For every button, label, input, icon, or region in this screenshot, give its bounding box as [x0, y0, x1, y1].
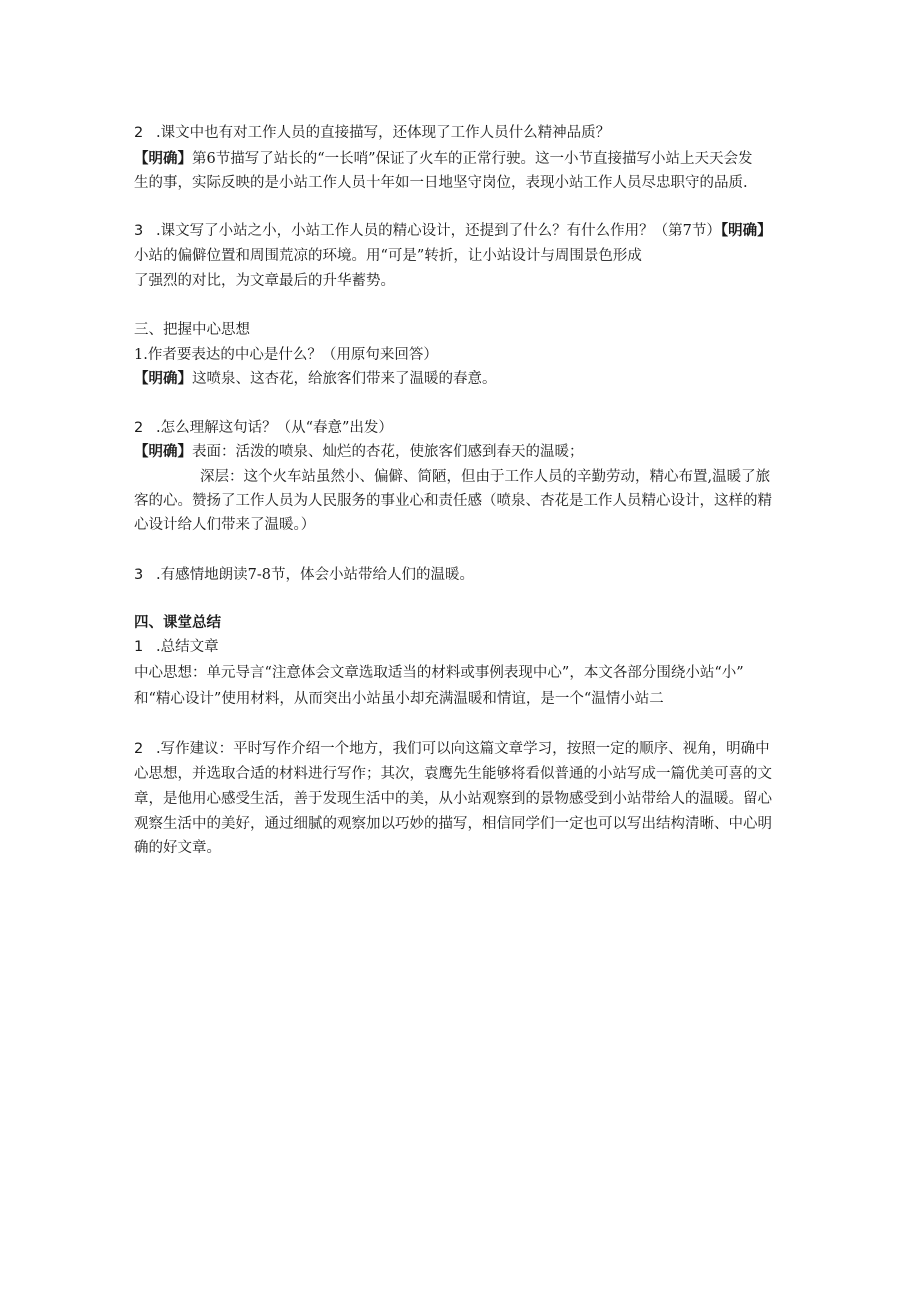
- section3-q2-deep3: 心设计给人们带来了温暖。）: [134, 517, 316, 533]
- section3-q1: 1.作者要表达的中心是什么？（用原句来回答）: [134, 347, 438, 363]
- q2-answer-label: 【明确】: [134, 151, 192, 167]
- q2-answer-line1: [134, 148, 753, 170]
- section4-item2-line5: 确的好文章。: [134, 840, 221, 856]
- section4-item1-title: .总结文章: [156, 639, 219, 655]
- section3-q3-text: .有感情地朗读7-8节，体会小站带给人们的温暖。: [156, 567, 474, 583]
- section3-q1-answer: [134, 368, 497, 390]
- section3-q3: [134, 564, 474, 586]
- section3-q2-text: .怎么理解这句话？（从“春意”出发）: [156, 420, 393, 436]
- q2-number: 2: [134, 125, 144, 141]
- q3-answer-line1: 小站的偏僻位置和周围荒凉的环境。用“可是”转折，让小站设计与周围景色形成: [134, 248, 642, 264]
- q2-question-text: .课文中也有对工作人员的直接描写，还体现了工作人员什么精神品质？: [156, 125, 611, 141]
- q3-answer-label: 【明确】: [720, 223, 772, 239]
- section3-q2-label: 【明确】: [134, 444, 192, 460]
- q2-answer-line2: 生的事，实际反映的是小站工作人员十年如一日地坚守岗位，表现小站工作人员尽忠职守的品质.: [134, 175, 748, 191]
- section3-q1-answer-text: 这喷泉、这杏花，给旅客们带来了温暖的春意。: [192, 371, 497, 387]
- section4-item2-number: 2: [134, 741, 144, 757]
- section3-q2-surface-text: 表面：活泼的喷泉、灿烂的杏花，使旅客们感到春天的温暖；: [192, 444, 584, 460]
- section4-item1: [134, 636, 219, 658]
- q3-question-text: .课文写了小站之小，小站工作人员的精心设计，还提到了什么？有什么作用？（第7节）: [156, 223, 721, 239]
- q3-answer-line2: 了强烈的对比，为文章最后的升华蓄势。: [134, 273, 395, 289]
- section3-q2-surface: [134, 441, 584, 463]
- section3-q3-number: 3: [134, 567, 144, 583]
- section4-item2-line3: 章，是他用心感受生活，善于发现生活中的美，从小站观察到的景物感受到小站带给人的温暖。留心: [134, 791, 772, 807]
- section3-q2-deep2: 客的心。赞扬了工作人员为人民服务的事业心和责任感（喷泉、杏花是工作人员精心设计，这样的精: [134, 493, 772, 509]
- section3-q2-number: 2: [134, 420, 144, 436]
- section3-heading: 三、把握中心思想: [134, 322, 250, 338]
- q2-answer-text1: 第6节描写了站长的“一长哨”保证了火车的正常行驶。这一小节直接描写小站上天天会发: [192, 151, 753, 167]
- section4-item2-text1: .写作建议：平时写作介绍一个地方，我们可以向这篇文章学习，按照一定的顺序、视角，明确中: [156, 741, 770, 757]
- section3-q1-label: 【明确】: [134, 371, 192, 387]
- q2-question: [134, 122, 610, 144]
- section4-item2-line1: [134, 738, 770, 760]
- section4-heading: 四、课堂总结: [134, 615, 221, 631]
- q3-question: [134, 220, 772, 242]
- section3-q2-deep1: 深层：这个火车站虽然小、偏僻、简陋，但由于工作人员的辛勤劳动，精心布置,温暖了旅: [200, 469, 771, 485]
- section4-item2-line4: 观察生活中的美好，通过细腻的观察加以巧妙的描写，相信同学们一定也可以写出结构清晰、中心明: [134, 816, 772, 832]
- section4-item1-line1: 中心思想：单元导言“注意体会文章选取适当的材料或事例表现中心”，本文各部分围绕小站“小”: [134, 665, 744, 681]
- section4-item1-number: 1: [134, 639, 144, 655]
- section3-q2: [134, 417, 393, 439]
- q3-number: 3: [134, 223, 144, 239]
- section4-item2-line2: 心思想，并选取合适的材料进行写作；其次，袁鹰先生能够将看似普通的小站写成一篇优美可喜的文: [134, 766, 772, 782]
- section4-item1-line2: 和“精心设计”使用材料，从而突出小站虽小却充满温暖和情谊，是一个“温情小站二: [134, 691, 664, 707]
